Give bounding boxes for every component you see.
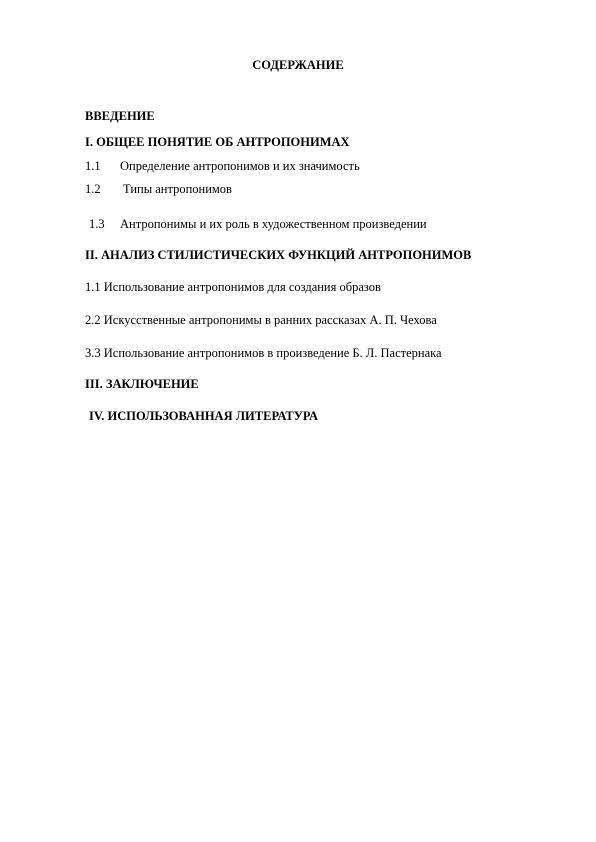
chapter2-item-3: 3.3 Использование антропонимов в произведение Б. Л. Пастернака bbox=[85, 346, 442, 360]
chapter1-item-3 bbox=[89, 217, 427, 232]
item-text: Типы антропонимов bbox=[123, 182, 232, 196]
toc-references: IV. ИСПОЛЬЗОВАННАЯ ЛИТЕРАТУРА bbox=[89, 409, 318, 423]
chapter1-title: I. ОБЩЕЕ ПОНЯТИЕ ОБ АНТРОПОНИМАХ bbox=[85, 135, 350, 149]
toc-intro: ВВЕДЕНИЕ bbox=[85, 109, 155, 123]
item-number: 1.2 bbox=[85, 182, 101, 196]
chapter2-item-1: 1.1 Использование антропонимов для создания образов bbox=[85, 280, 381, 294]
chapter1-item-1 bbox=[85, 159, 360, 174]
toc-title: СОДЕРЖАНИЕ bbox=[252, 58, 344, 72]
chapter1-item-2 bbox=[85, 182, 232, 197]
item-text: Определение антропонимов и их значимость bbox=[120, 159, 360, 173]
item-text: Антропонимы и их роль в художественном произведении bbox=[120, 217, 427, 231]
chapter2-title: II. АНАЛИЗ СТИЛИСТИЧЕСКИХ ФУНКЦИЙ АНТРОПОНИМОВ bbox=[85, 248, 472, 262]
item-number: 1.3 bbox=[89, 217, 105, 231]
toc-conclusion: III. ЗАКЛЮЧЕНИЕ bbox=[85, 377, 199, 391]
item-number: 1.1 bbox=[85, 159, 101, 173]
chapter2-item-2: 2.2 Искусственные антропонимы в ранних рассказах А. П. Чехова bbox=[85, 313, 437, 327]
